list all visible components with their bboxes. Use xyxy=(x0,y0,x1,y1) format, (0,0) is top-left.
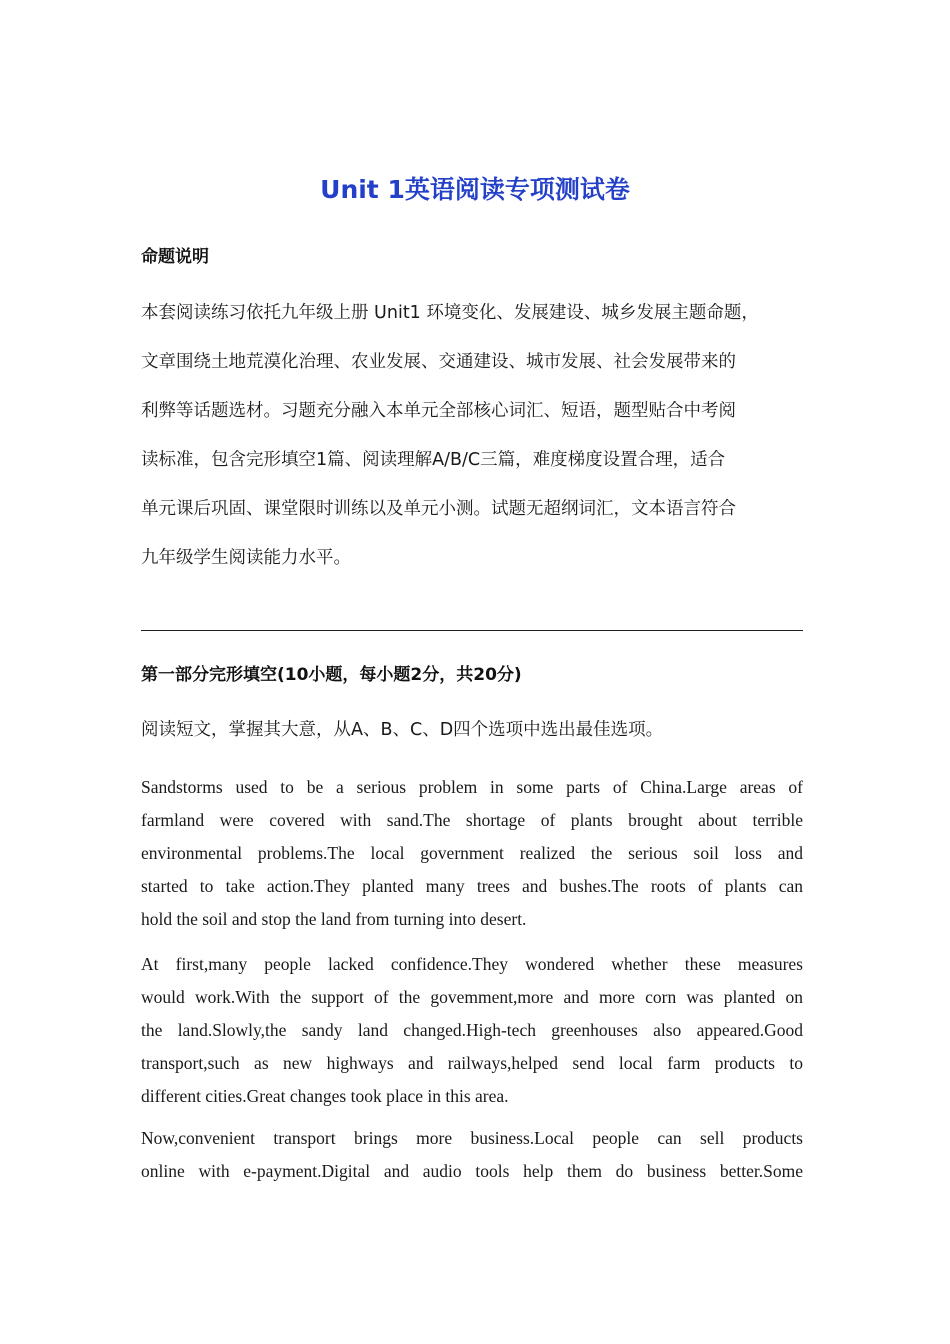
passage-line: the land.Slowly,the sandy land changed.High-tech greenhouses also appeared.Good xyxy=(141,1020,803,1040)
part1-heading: 第一部分完形填空(10小题，每小题2分，共20分) xyxy=(141,665,522,685)
intro-paragraph xyxy=(141,296,821,590)
page-title: Unit 1英语阅读专项测试卷 xyxy=(320,175,630,204)
passage-paragraph-3 xyxy=(141,1122,803,1188)
passage-line: online with e-payment.Digital and audio tools help them do business better.Some xyxy=(141,1161,803,1181)
passage-line: farmland were covered with sand.The shortage of plants brought about terrible xyxy=(141,810,803,830)
passage-line: transport,such as new highways and railways,helped send local farm products to xyxy=(141,1053,803,1073)
passage-line: different cities.Great changes took place in this area. xyxy=(141,1086,509,1106)
section-divider xyxy=(141,630,803,631)
intro-line: 利弊等话题选材。习题充分融入本单元全部核心词汇、短语，题型贴合中考阅 xyxy=(141,401,736,421)
intro-line: 读标准，包含完形填空1篇、阅读理解A/B/C三篇，难度梯度设置合理，适合 xyxy=(141,450,726,470)
intro-line: 本套阅读练习依托九年级上册 Unit1 环境变化、发展建设、城乡发展主题命题， xyxy=(141,303,759,323)
passage-paragraph-2 xyxy=(141,948,803,1113)
part1-instruction: 阅读短文，掌握其大意，从A、B、C、D四个选项中选出最佳选项。 xyxy=(141,720,664,740)
passage-paragraph-1 xyxy=(141,771,803,936)
passage-line: Sandstorms used to be a serious problem in some parts of China.Large areas of xyxy=(141,777,803,797)
passage-line: Now,convenient transport brings more business.Local people can sell products xyxy=(141,1128,803,1148)
passage-line: At first,many people lacked confidence.They wondered whether these measures xyxy=(141,954,803,974)
passage-line: environmental problems.The local government realized the serious soil loss and xyxy=(141,843,803,863)
passage-line: would work.With the support of the govemment,more and more corn was planted on xyxy=(141,987,803,1007)
passage-line: started to take action.They planted many trees and bushes.The roots of plants can xyxy=(141,876,803,896)
intro-heading: 命题说明 xyxy=(141,247,209,267)
intro-line: 文章围绕土地荒漠化治理、农业发展、交通建设、城市发展、社会发展带来的 xyxy=(141,352,736,372)
intro-line: 九年级学生阅读能力水平。 xyxy=(141,548,351,568)
intro-line: 单元课后巩固、课堂限时训练以及单元小测。试题无超纲词汇，文本语言符合 xyxy=(141,499,736,519)
passage-line: hold the soil and stop the land from turning into desert. xyxy=(141,909,527,929)
